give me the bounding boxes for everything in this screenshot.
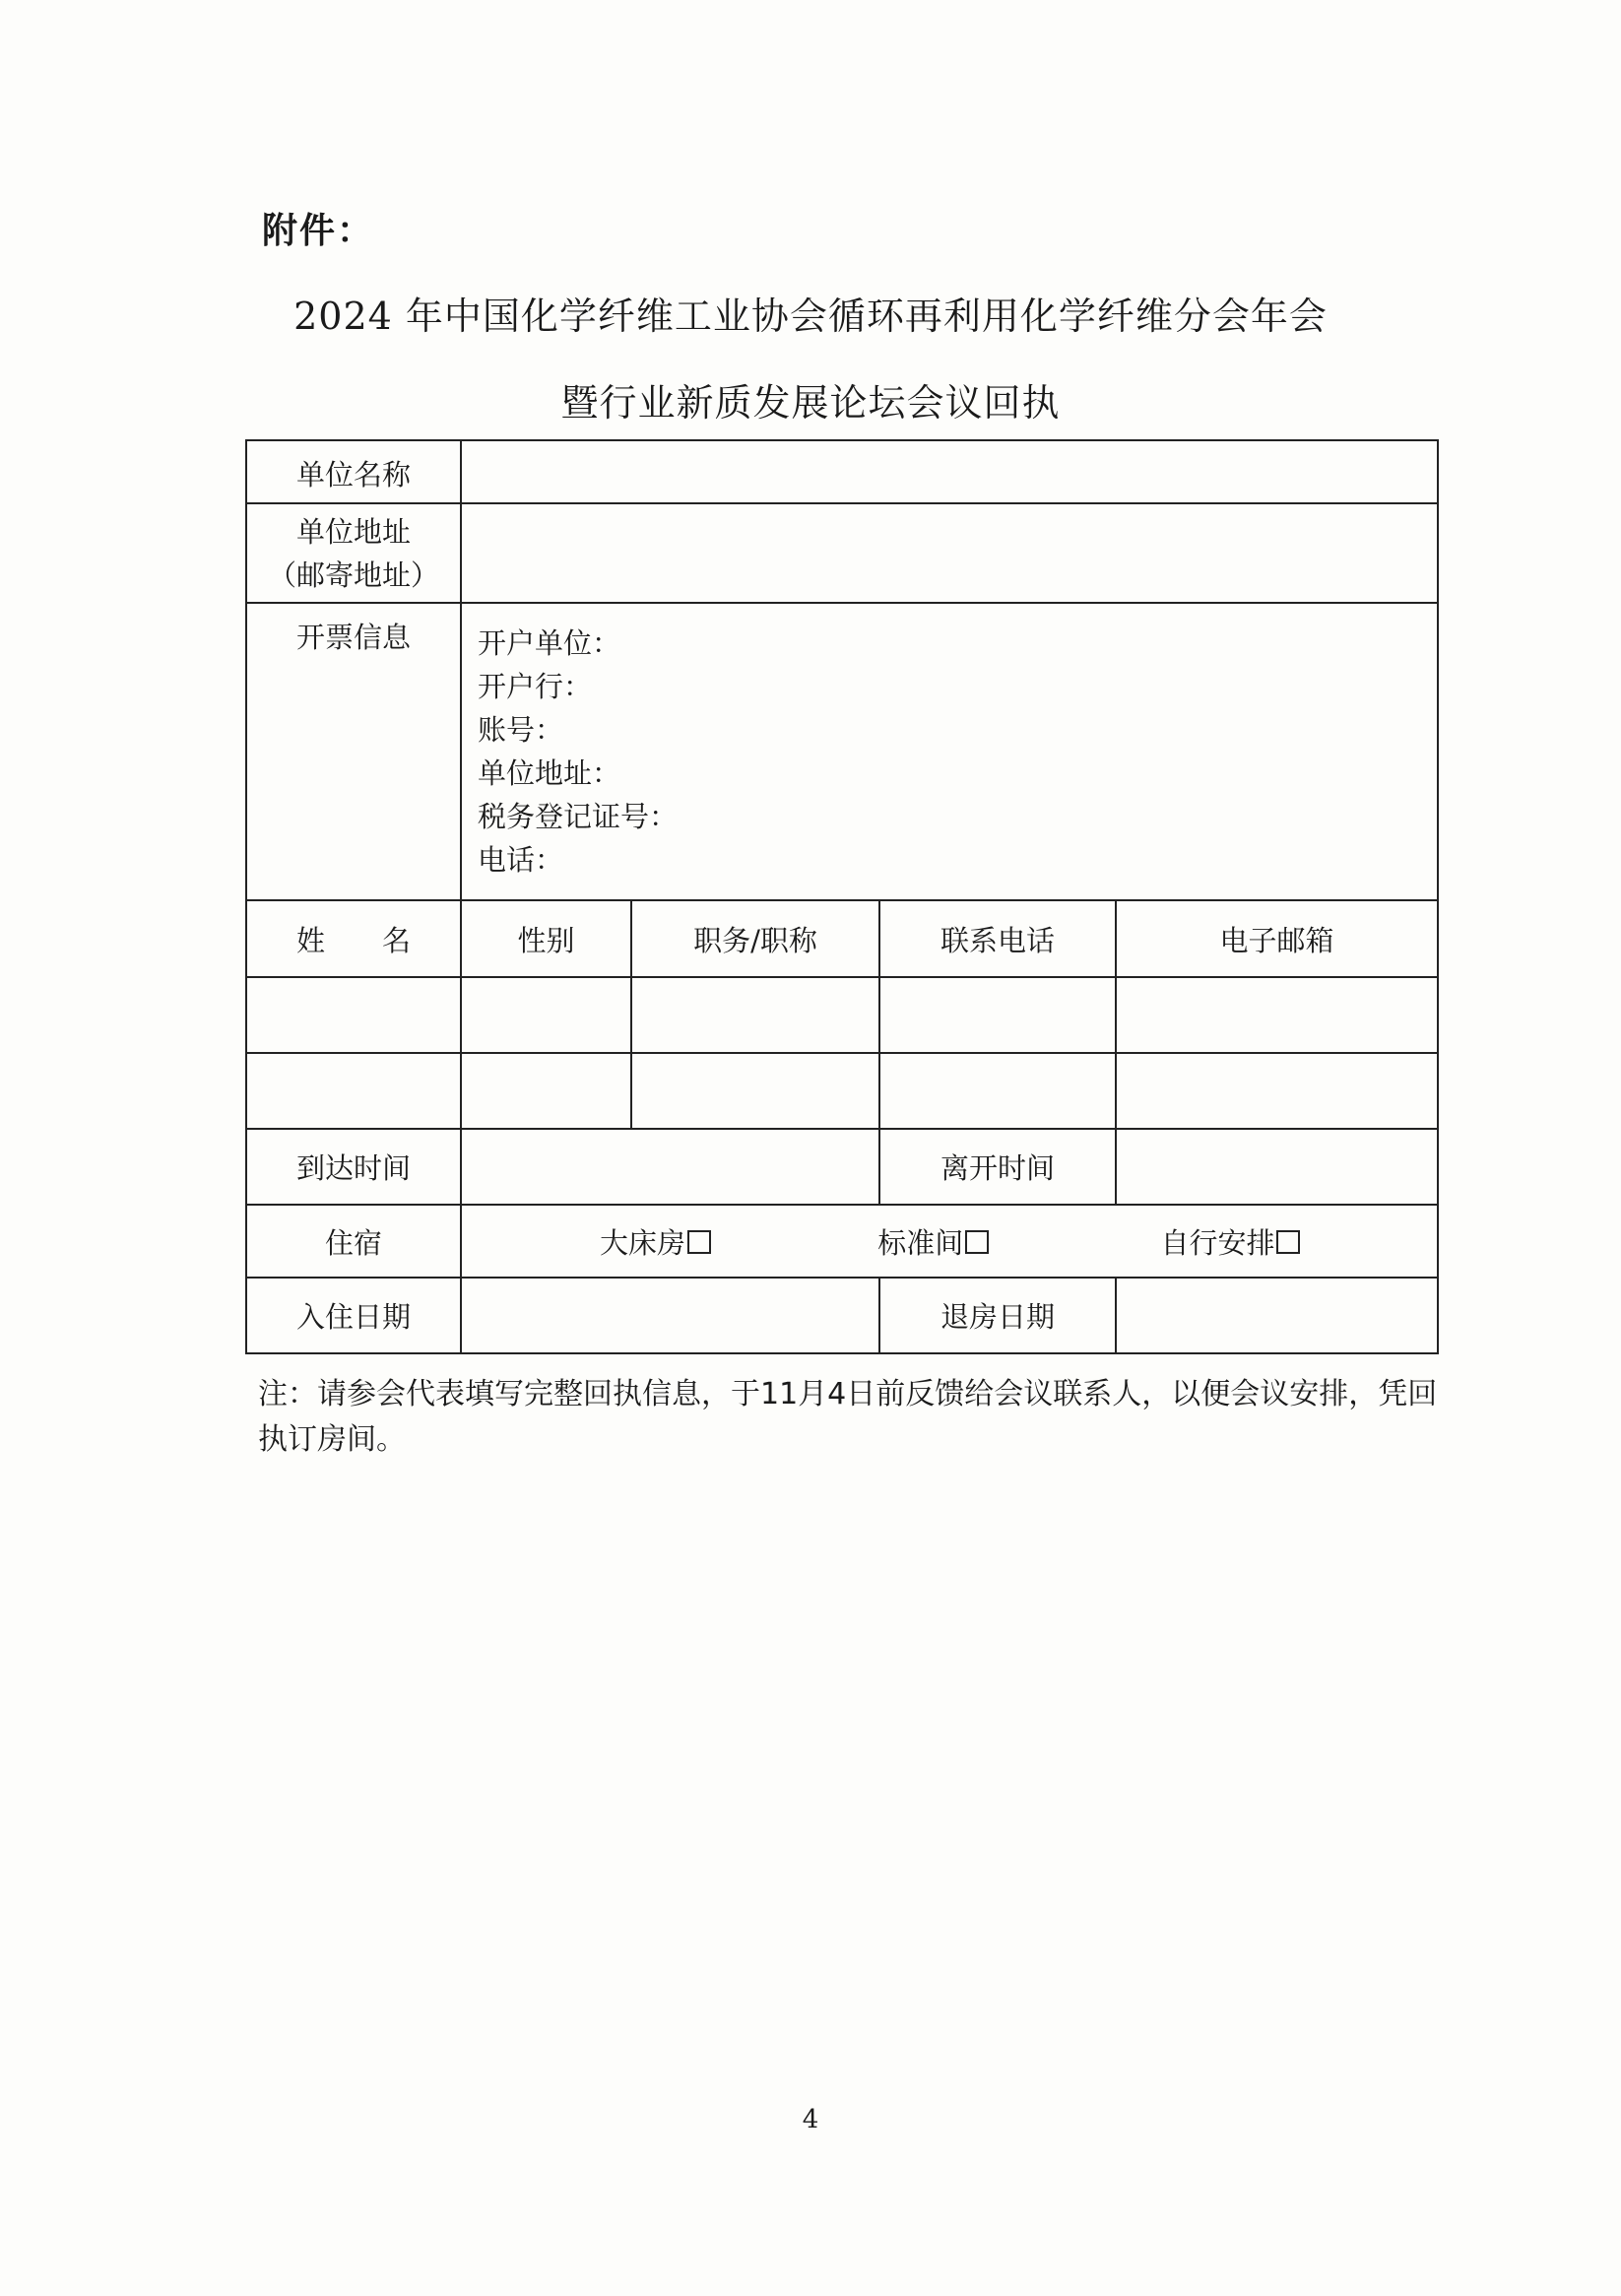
note-text: 注：请参会代表填写完整回执信息，于11月4日前反馈给会议联系人，以便会议安排，凭回执订房间。 <box>258 1377 1438 1457</box>
billing-unit-address: 单位地址： <box>478 756 621 790</box>
attendee-name-cell[interactable] <box>246 977 461 1053</box>
billing-bank: 开户行： <box>478 670 593 703</box>
billing-label: 开票信息 <box>246 603 461 900</box>
lodging-options <box>461 1205 1438 1278</box>
header-phone: 联系电话 <box>879 900 1116 977</box>
attendee-title-cell[interactable] <box>631 977 879 1053</box>
attendee-email-cell[interactable] <box>1116 1053 1438 1129</box>
attendee-email-cell[interactable] <box>1116 977 1438 1053</box>
unit-address-label <box>246 503 461 603</box>
attendee-phone-cell[interactable] <box>879 1053 1116 1129</box>
title-line-1: 2024 年中国化学纤维工业协会循环再利用化学纤维分会年会 <box>293 295 1328 338</box>
check-in-label: 入住日期 <box>246 1278 461 1353</box>
billing-phone: 电话： <box>478 843 564 877</box>
receipt-form-table <box>245 439 1439 1354</box>
unit-address-label-line-1: 单位地址 <box>295 514 411 549</box>
billing-account-number: 账号： <box>478 713 564 747</box>
billing-account-name: 开户单位： <box>478 626 621 660</box>
arrival-time-field[interactable] <box>461 1129 879 1205</box>
room-option-self-label: 自行安排 <box>1160 1225 1275 1260</box>
departure-time-field[interactable] <box>1116 1129 1438 1205</box>
check-in-field[interactable] <box>461 1278 879 1353</box>
header-name: 姓 名 <box>246 900 461 977</box>
checkbox-icon[interactable] <box>687 1230 711 1254</box>
attendee-gender-cell[interactable] <box>461 1053 631 1129</box>
attachment-label: 附件： <box>262 211 375 251</box>
unit-address-label-line-2: （邮寄地址） <box>267 558 439 592</box>
attendee-row <box>246 977 1438 1053</box>
attendee-name-cell[interactable] <box>246 1053 461 1129</box>
attendee-title-cell[interactable] <box>631 1053 879 1129</box>
room-option-standard[interactable] <box>877 1221 989 1262</box>
room-option-standard-label: 标准间 <box>877 1225 964 1260</box>
arrival-time-label: 到达时间 <box>246 1129 461 1205</box>
lodging-label: 住宿 <box>246 1205 461 1278</box>
title-line-2: 暨行业新质发展论坛会议回执 <box>560 381 1061 425</box>
page-number: 4 <box>802 2105 819 2134</box>
checkbox-icon[interactable] <box>1276 1230 1300 1254</box>
header-title: 职务/职称 <box>631 900 879 977</box>
unit-name-label: 单位名称 <box>246 440 461 503</box>
room-option-king-label: 大床房 <box>600 1225 686 1260</box>
header-gender: 性别 <box>461 900 631 977</box>
unit-address-field[interactable] <box>461 503 1438 603</box>
attendee-row <box>246 1053 1438 1129</box>
billing-info-field[interactable] <box>461 603 1438 900</box>
attendee-gender-cell[interactable] <box>461 977 631 1053</box>
room-option-king[interactable] <box>600 1221 711 1262</box>
room-option-self-arranged[interactable] <box>1160 1221 1300 1262</box>
billing-tax-id: 税务登记证号： <box>478 800 679 833</box>
attendee-phone-cell[interactable] <box>879 977 1116 1053</box>
check-out-label: 退房日期 <box>879 1278 1116 1353</box>
checkbox-icon[interactable] <box>965 1230 989 1254</box>
departure-time-label: 离开时间 <box>879 1129 1116 1205</box>
check-out-field[interactable] <box>1116 1278 1438 1353</box>
header-email: 电子邮箱 <box>1116 900 1438 977</box>
unit-name-field[interactable] <box>461 440 1438 503</box>
